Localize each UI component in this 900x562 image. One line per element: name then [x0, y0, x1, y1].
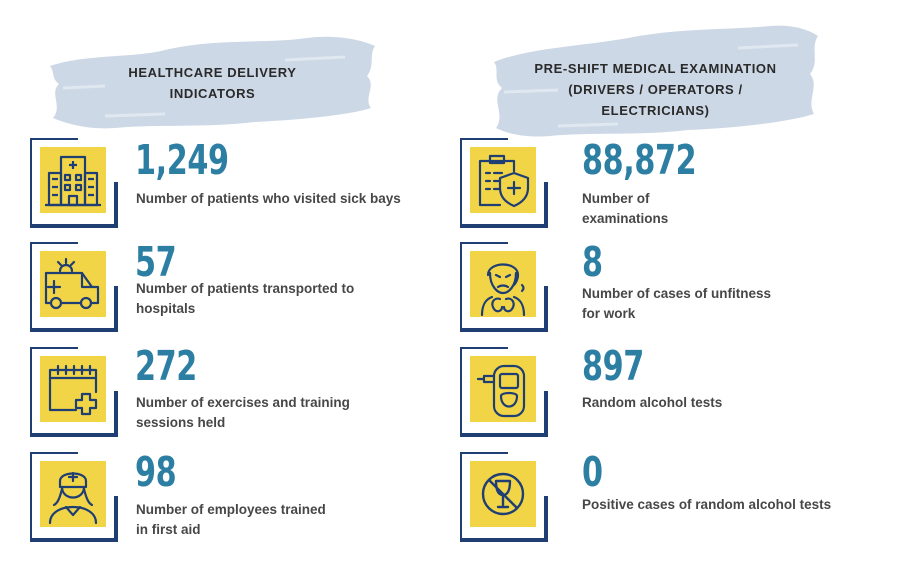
stat-label-line2: sessions held	[136, 415, 226, 430]
ambulance-icon	[40, 251, 106, 317]
sick-person-icon	[470, 251, 536, 317]
breathalyzer-icon	[470, 356, 536, 422]
stat-tile	[460, 452, 550, 542]
stat-value: 57	[135, 238, 177, 286]
stat-label-line2: in first aid	[136, 522, 201, 537]
stat-label-line1: Random alcohol tests	[582, 395, 723, 410]
calendar-plus-icon	[40, 356, 106, 422]
nurse-icon	[40, 461, 106, 527]
stat-value: 88,872	[582, 136, 697, 184]
stat-label	[136, 393, 426, 433]
right-section-title-line3: ELECTRICIANS)	[601, 103, 710, 118]
left-section-title-line2: INDICATORS	[169, 86, 256, 101]
stat-value: 98	[135, 448, 177, 496]
stat-value: 0	[582, 448, 603, 496]
stat-value: 8	[582, 238, 603, 286]
stat-tile	[460, 138, 550, 228]
stat-label-line1: Number of patients transported to	[136, 281, 355, 296]
stat-tile	[30, 242, 120, 332]
stat-label-line1: Number of cases of unfitness	[582, 286, 772, 301]
stat-label-line1: Number of employees trained	[136, 502, 326, 517]
clipboard-shield-icon	[470, 147, 536, 213]
stat-label-line2: hospitals	[136, 301, 196, 316]
stat-label	[582, 189, 882, 229]
stat-value: 1,249	[135, 136, 229, 184]
right-section-header	[488, 18, 823, 140]
stat-label-line1: Number of patients who visited sick bays	[136, 191, 401, 206]
stat-label	[582, 284, 882, 324]
left-section-header	[45, 24, 380, 134]
stat-label	[136, 189, 426, 209]
stat-tile	[30, 138, 120, 228]
no-alcohol-icon	[470, 461, 536, 527]
stat-tile	[30, 452, 120, 542]
stat-tile	[460, 347, 550, 437]
stat-label	[582, 495, 892, 515]
stat-label-line1: Number of	[582, 191, 650, 206]
stat-tile	[460, 242, 550, 332]
right-section-title-line1: PRE-SHIFT MEDICAL EXAMINATION	[534, 61, 777, 76]
stat-label-line1: Number of exercises and training	[136, 395, 350, 410]
stat-label	[136, 500, 426, 540]
hospital-building-icon	[40, 147, 106, 213]
stat-value: 272	[135, 342, 197, 390]
stat-label	[136, 279, 426, 319]
stat-tile	[30, 347, 120, 437]
right-section-title-line2: (DRIVERS / OPERATORS /	[568, 82, 743, 97]
left-section-title-line1: HEALTHCARE DELIVERY	[128, 65, 297, 80]
stat-label	[582, 393, 882, 413]
stat-value: 897	[582, 342, 644, 390]
stat-label-line2: examinations	[582, 211, 669, 226]
stat-label-line2: for work	[582, 306, 636, 321]
stat-label-line1: Positive cases of random alcohol tests	[582, 497, 832, 512]
